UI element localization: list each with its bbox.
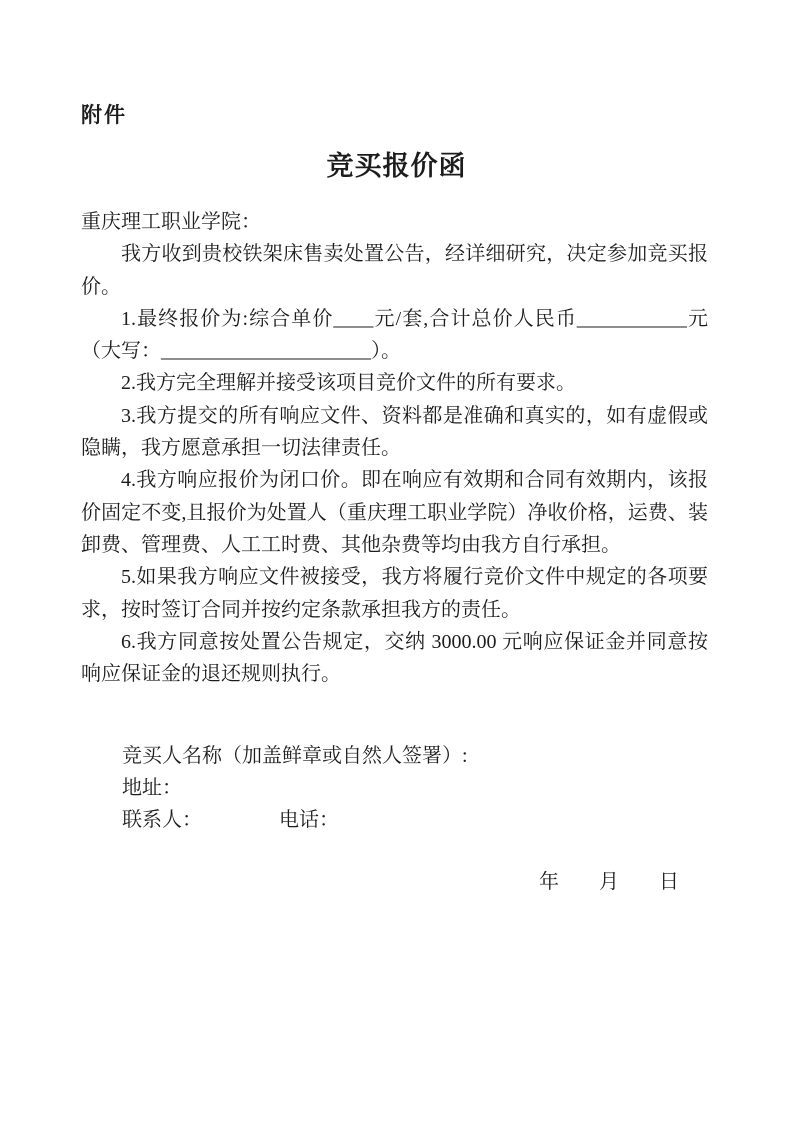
- document-body: [81, 206, 708, 690]
- contact-label: 联系人：: [122, 809, 202, 832]
- paragraph-item-6-deposit: 6.我方同意按处置公告规定，交纳 3000.00 元响应保证金并同意按响应保证金的退还规则执行。: [81, 630, 708, 686]
- attachment-label: 附件: [81, 104, 127, 127]
- paragraph-item-5-contract-obligation: 5.如果我方响应文件被接受，我方将履行竞价文件中规定的各项要求，按时签订合同并按约定条款承担我方的责任。: [81, 566, 708, 621]
- paragraph-item-3-truthful-documents: 3.我方提交的所有响应文件、资料都是准确和真实的，如有虚假或隐瞒，我方愿意承担一切法律责任。: [81, 404, 708, 460]
- date-line: 年 月 日: [539, 871, 679, 893]
- bidder-name-line: 竞买人名称（加盖鲜章或自然人签署）:: [122, 745, 468, 767]
- document-title: 竞买报价函: [326, 151, 467, 181]
- salutation: 重庆理工职业学院：: [81, 211, 261, 233]
- contact-phone-line: [122, 804, 468, 836]
- paragraph-item-1-final-price: 1.最终报价为:综合单价____元/套,合计总价人民币___________元（大写：_____________________）。: [81, 307, 708, 363]
- paragraph-item-2-accept-requirements: 2.我方完全理解并接受该项目竞价文件的所有要求。: [121, 372, 576, 395]
- signature-block: [122, 740, 468, 837]
- address-line: 地址：: [122, 777, 182, 800]
- paragraph-item-4-fixed-price: 4.我方响应报价为闭口价。即在响应有效期和合同有效期内，该报价固定不变,且报价为处置人（重庆理工职业学院）净收价格，运费、装卸费、管理费、人工工时费、其他杂费等均由我方自行承担。: [81, 469, 708, 556]
- paragraph-intro: 我方收到贵校铁架床售卖处置公告，经详细研究，决定参加竞买报价。: [81, 243, 708, 298]
- phone-label: 电话：: [279, 809, 339, 832]
